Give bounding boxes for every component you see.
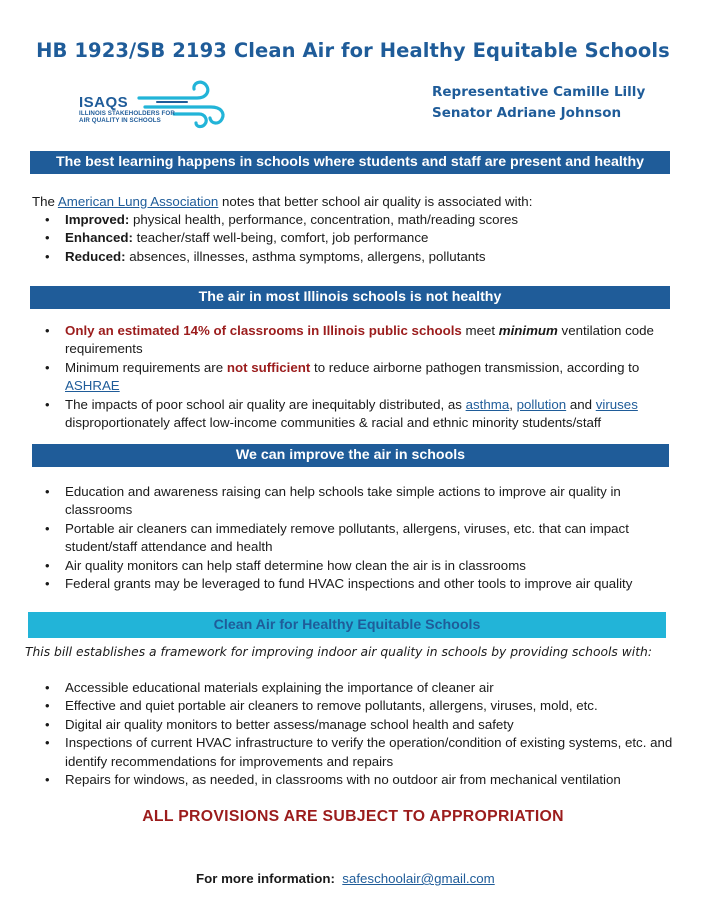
list-item: • Only an estimated 14% of classrooms in Illinois public schools meet minimum ventilation code requirements [43,322,673,359]
list-item: • Inspections of current HVAC infrastructure to verify the operation/condition of existing systems, etc. and identify recommendations for improvements and repairs [43,734,683,771]
list-item: • The impacts of poor school air quality are inequitably distributed, as asthma, pollution and viruses disproportionately affect low-income communities & racial and ethnic minority students/staff [43,396,673,433]
list-item: • Air quality monitors can help staff determine how clean the air is in classrooms [43,557,673,575]
logo-name: ISAQS [79,94,129,111]
benefits-list [43,211,518,266]
viruses-link[interactable]: viruses [595,396,638,412]
section-banner-clean-air: Clean Air for Healthy Equitable Schools [28,612,666,638]
american-lung-association-link[interactable]: American Lung Association [57,194,219,209]
improvements-list [43,483,673,593]
list-item: • Effective and quiet portable air cleaners to remove pollutants, allergens, viruses, mold, etc. [43,697,683,715]
problems-list [43,322,673,432]
logo-tagline [79,110,175,124]
sponsor-representative: Representative Camille Lilly [432,84,646,100]
provisions-list [43,679,683,789]
list-item: • Enhanced: teacher/staff well-being, comfort, job performance [43,229,518,247]
sponsor-senator: Senator Adriane Johnson [432,105,622,121]
section-banner-improve-air: We can improve the air in schools [32,444,669,467]
list-item: • Federal grants may be leveraged to fund HVAC inspections and other tools to improve air quality [43,575,673,593]
pollution-link[interactable]: pollution [516,396,567,412]
list-item: • Minimum requirements are not sufficient to reduce airborne pathogen transmission, according to ASHRAE [43,359,673,396]
logo-tagline-line2: AIR QUALITY IN SCHOOLS [79,117,161,124]
list-item: • Improved: physical health, performance, concentration, math/reading scores [43,211,518,229]
section-banner-air-not-healthy: The air in most Illinois schools is not healthy [30,286,670,309]
list-item: • Digital air quality monitors to better assess/manage school health and safety [43,716,683,734]
logo-tagline-line1: ILLINOIS STAKEHOLDERS FOR [79,110,175,117]
asthma-link[interactable]: asthma [465,396,510,412]
more-info-label: For more information: [196,871,335,886]
more-info [196,871,495,886]
list-item: • Reduced: absences, illnesses, asthma symptoms, allergens, pollutants [43,248,518,266]
list-item: • Education and awareness raising can help schools take simple actions to improve air quality in classrooms [43,483,673,520]
list-item: • Portable air cleaners can immediately remove pollutants, allergens, viruses, etc. that can impact student/staff attendance and health [43,520,673,557]
list-item: • Accessible educational materials explaining the importance of cleaner air [43,679,683,697]
list-item: • Repairs for windows, as needed, in classrooms with no outdoor air from mechanical ventilation [43,771,683,789]
ashrae-link[interactable]: ASHRAE [65,378,120,394]
section-banner-learning: The best learning happens in schools where students and staff are present and healthy [30,151,670,174]
page-title: HB 1923/SB 2193 Clean Air for Healthy Equitable Schools [36,39,670,62]
framework-statement: This bill establishes a framework for improving indoor air quality in schools by providing schools with: [25,645,652,659]
sponsors [432,82,645,124]
intro-text: The American Lung Association notes that better school air quality is associated with: [32,194,533,209]
email-link[interactable]: safeschoolair@gmail.com [342,871,495,886]
appropriation-notice: ALL PROVISIONS ARE SUBJECT TO APPROPRIATION [142,808,564,825]
isaqs-logo [79,77,229,133]
